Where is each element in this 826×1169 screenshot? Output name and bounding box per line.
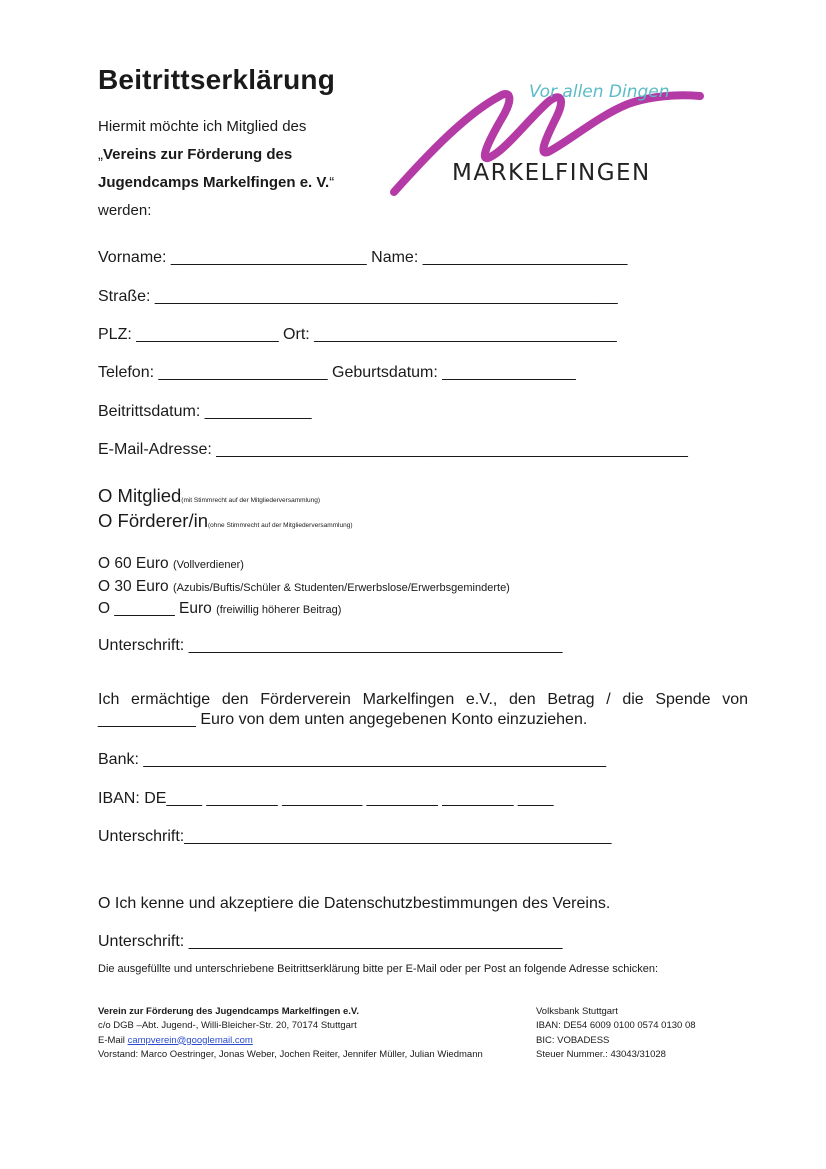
plz-ort-field[interactable]: PLZ: ________________ Ort: __________________________________ (98, 326, 617, 343)
bank-field[interactable]: Bank: ____________________________________________________ (98, 751, 607, 768)
footer-address: c/o DGB –Abt. Jugend-, Willi-Bleicher-Str. 20, 70174 Stuttgart (98, 1020, 357, 1032)
footer-board: Vorstand: Marco Oestringer, Jonas Weber, Jochen Reiter, Jennifer Müller, Julian Wiedmann (98, 1048, 483, 1060)
association-name-part-2: Jugendcamps Markelfingen e. V. (98, 174, 330, 191)
beitrittsdatum-field[interactable]: Beitrittsdatum: ____________ (98, 403, 312, 420)
footer-tax-number: Steuer Nummer.: 43043/31028 (536, 1048, 666, 1060)
fee-free-note: (freiwillig höherer Beitrag) (216, 604, 342, 616)
fee-60-label: O 60 Euro (98, 555, 169, 572)
mitglied-note: (mit Stimmrecht auf der Mitgliederversammlung) (181, 497, 320, 504)
intro-line-3 (98, 174, 334, 191)
logo-tagline: Vor allen Dingen (529, 82, 670, 102)
footer-bic: BIC: VOBADESS (536, 1034, 610, 1046)
fee-60-note: (Vollverdiener) (172, 559, 244, 571)
option-foerderer[interactable] (98, 510, 353, 532)
intro-line-2 (98, 146, 292, 163)
signature-field-2[interactable]: Unterschrift:________________________________________________ (98, 828, 612, 845)
logo-wordmark: MARKELFINGEN (452, 160, 651, 186)
close-quote: “ (329, 174, 335, 191)
markelfingen-logo (388, 76, 718, 200)
vorname-name-field[interactable]: Vorname: ______________________ Name: _______________________ (98, 249, 628, 266)
privacy-consent-option[interactable]: O Ich kenne und akzeptiere die Datenschutzbestimmungen des Vereins. (98, 895, 611, 912)
option-fee-free[interactable] (98, 600, 341, 618)
open-quote: „ (98, 146, 103, 163)
footer-iban: IBAN: DE54 6009 0100 0574 0130 08 (536, 1020, 696, 1032)
email-field[interactable]: E-Mail-Adresse: _____________________________________________________ (98, 441, 688, 458)
footer-bank-name: Volksbank Stuttgart (536, 1006, 618, 1017)
footer-email-line (98, 1034, 483, 1048)
signature-field-3[interactable]: Unterschrift: __________________________________________ (98, 933, 563, 950)
footer-email-label: E-Mail (98, 1034, 128, 1046)
signature-field-1[interactable]: Unterschrift: __________________________________________ (98, 637, 563, 654)
option-fee-30[interactable] (98, 578, 510, 596)
debit-mandate-text: Ich ermächtige den Förderverein Markelfingen e.V., den Betrag / die Spende von ___________ Euro von dem unten angegebenen Konto einzuziehen. (98, 691, 748, 728)
fee-30-label: O 30 Euro (98, 578, 169, 595)
intro-line-1: Hiermit möchte ich Mitglied des (98, 118, 307, 135)
foerderer-note: (ohne Stimmrecht auf der Mitgliederversammlung) (208, 522, 353, 529)
option-mitglied[interactable] (98, 485, 320, 507)
footer-org-name: Verein zur Förderung des Jugendcamps Markelfingen e.V. (98, 1006, 359, 1017)
iban-field[interactable]: IBAN: DE____ ________ _________ ________ ________ ____ (98, 790, 554, 807)
mitglied-label: O Mitglied (98, 485, 182, 506)
option-fee-60[interactable] (98, 555, 244, 573)
strasse-field[interactable]: Straße: ____________________________________________________ (98, 288, 618, 305)
page-title: Beitrittserklärung (98, 64, 335, 95)
fee-free-label: O _______ Euro (98, 600, 212, 617)
footer-contact (98, 1005, 483, 1062)
foerderer-label: O Förderer/in (98, 510, 209, 531)
intro-line-4: werden: (98, 202, 152, 219)
association-name-part-1: Vereins zur Förderung des (103, 146, 293, 163)
telefon-geburtsdatum-field[interactable]: Telefon: ___________________ Geburtsdatum: _______________ (98, 364, 576, 381)
send-instructions: Die ausgefüllte und unterschriebene Beitrittserklärung bitte per E-Mail oder per Post an folgende Adresse schicken: (98, 963, 659, 975)
footer-bank-details (536, 1005, 696, 1062)
footer-email-link[interactable]: campverein@googlemail.com (127, 1034, 253, 1046)
fee-30-note: (Azubis/Buftis/Schüler & Studenten/Erwerbslose/Erwerbsgeminderte) (172, 582, 510, 594)
